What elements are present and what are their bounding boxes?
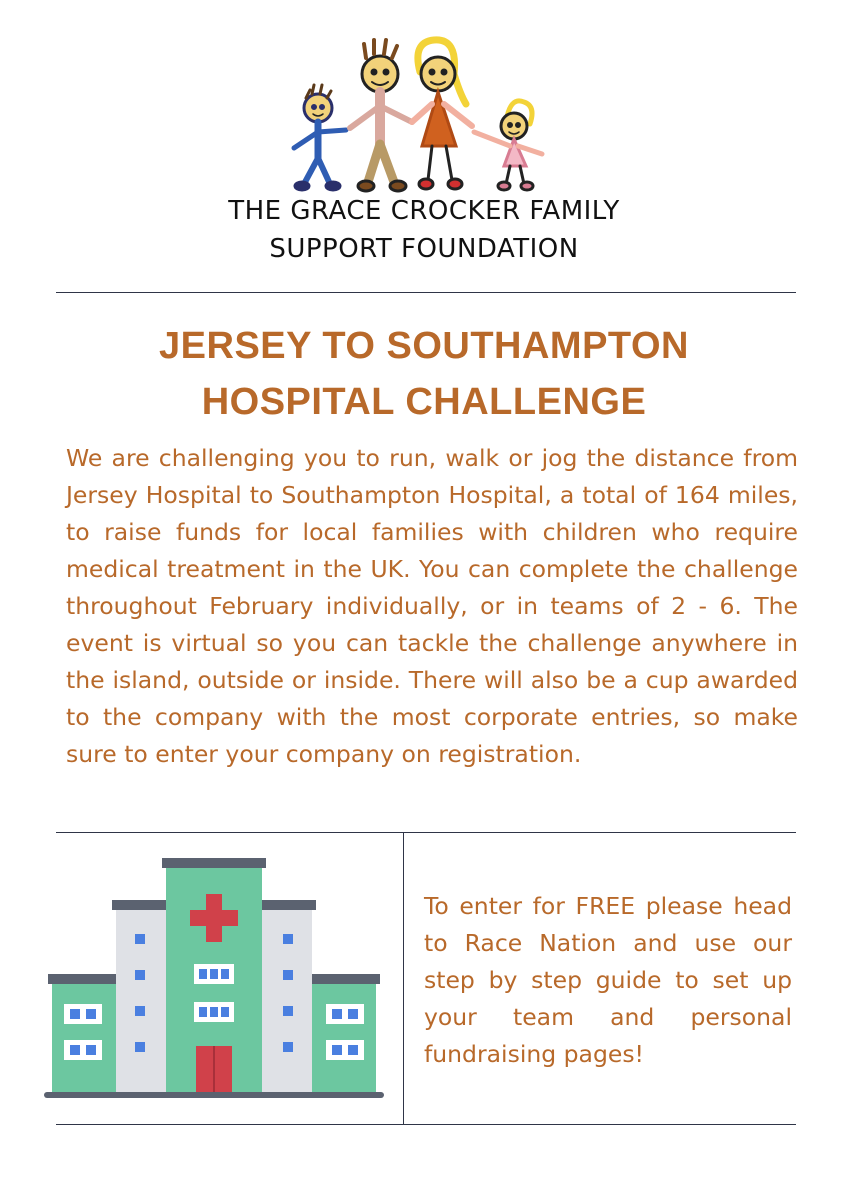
event-title-line2: HOSPITAL CHALLENGE — [201, 381, 647, 423]
header-divider — [56, 292, 796, 293]
event-title-line1: JERSEY TO SOUTHAMPTON — [159, 325, 689, 367]
entry-instructions: To enter for FREE please head to Race Nation and use our step by step guide to set up your team and personal fundraising pages! — [424, 892, 792, 1068]
stick-figure-family-logo-icon — [280, 36, 570, 196]
organization-name-line1: THE GRACE CROCKER FAMILY — [228, 196, 620, 226]
event-description: We are challenging you to run, walk or jog the distance from Jersey Hospital to Southampton Hospital, a total of 164 miles, to raise funds for local families with children who require medical treatment in the UK. You can complete the challenge throughout February individually, or in teams of 2 - 6. The event is virtual so you can tackle the challenge anywhere in the island, outside or inside. There will also be a cup awarded to the company with the most corporate entries, so make sure to enter your company on registration. — [66, 444, 798, 768]
organization-name — [0, 192, 848, 268]
section-divider-bottom — [56, 1124, 796, 1125]
section-divider-vertical — [403, 832, 404, 1124]
event-title — [0, 318, 848, 430]
section-divider-top — [56, 832, 796, 833]
hospital-building-icon — [44, 852, 384, 1102]
organization-name-line2: SUPPORT FOUNDATION — [269, 234, 579, 264]
